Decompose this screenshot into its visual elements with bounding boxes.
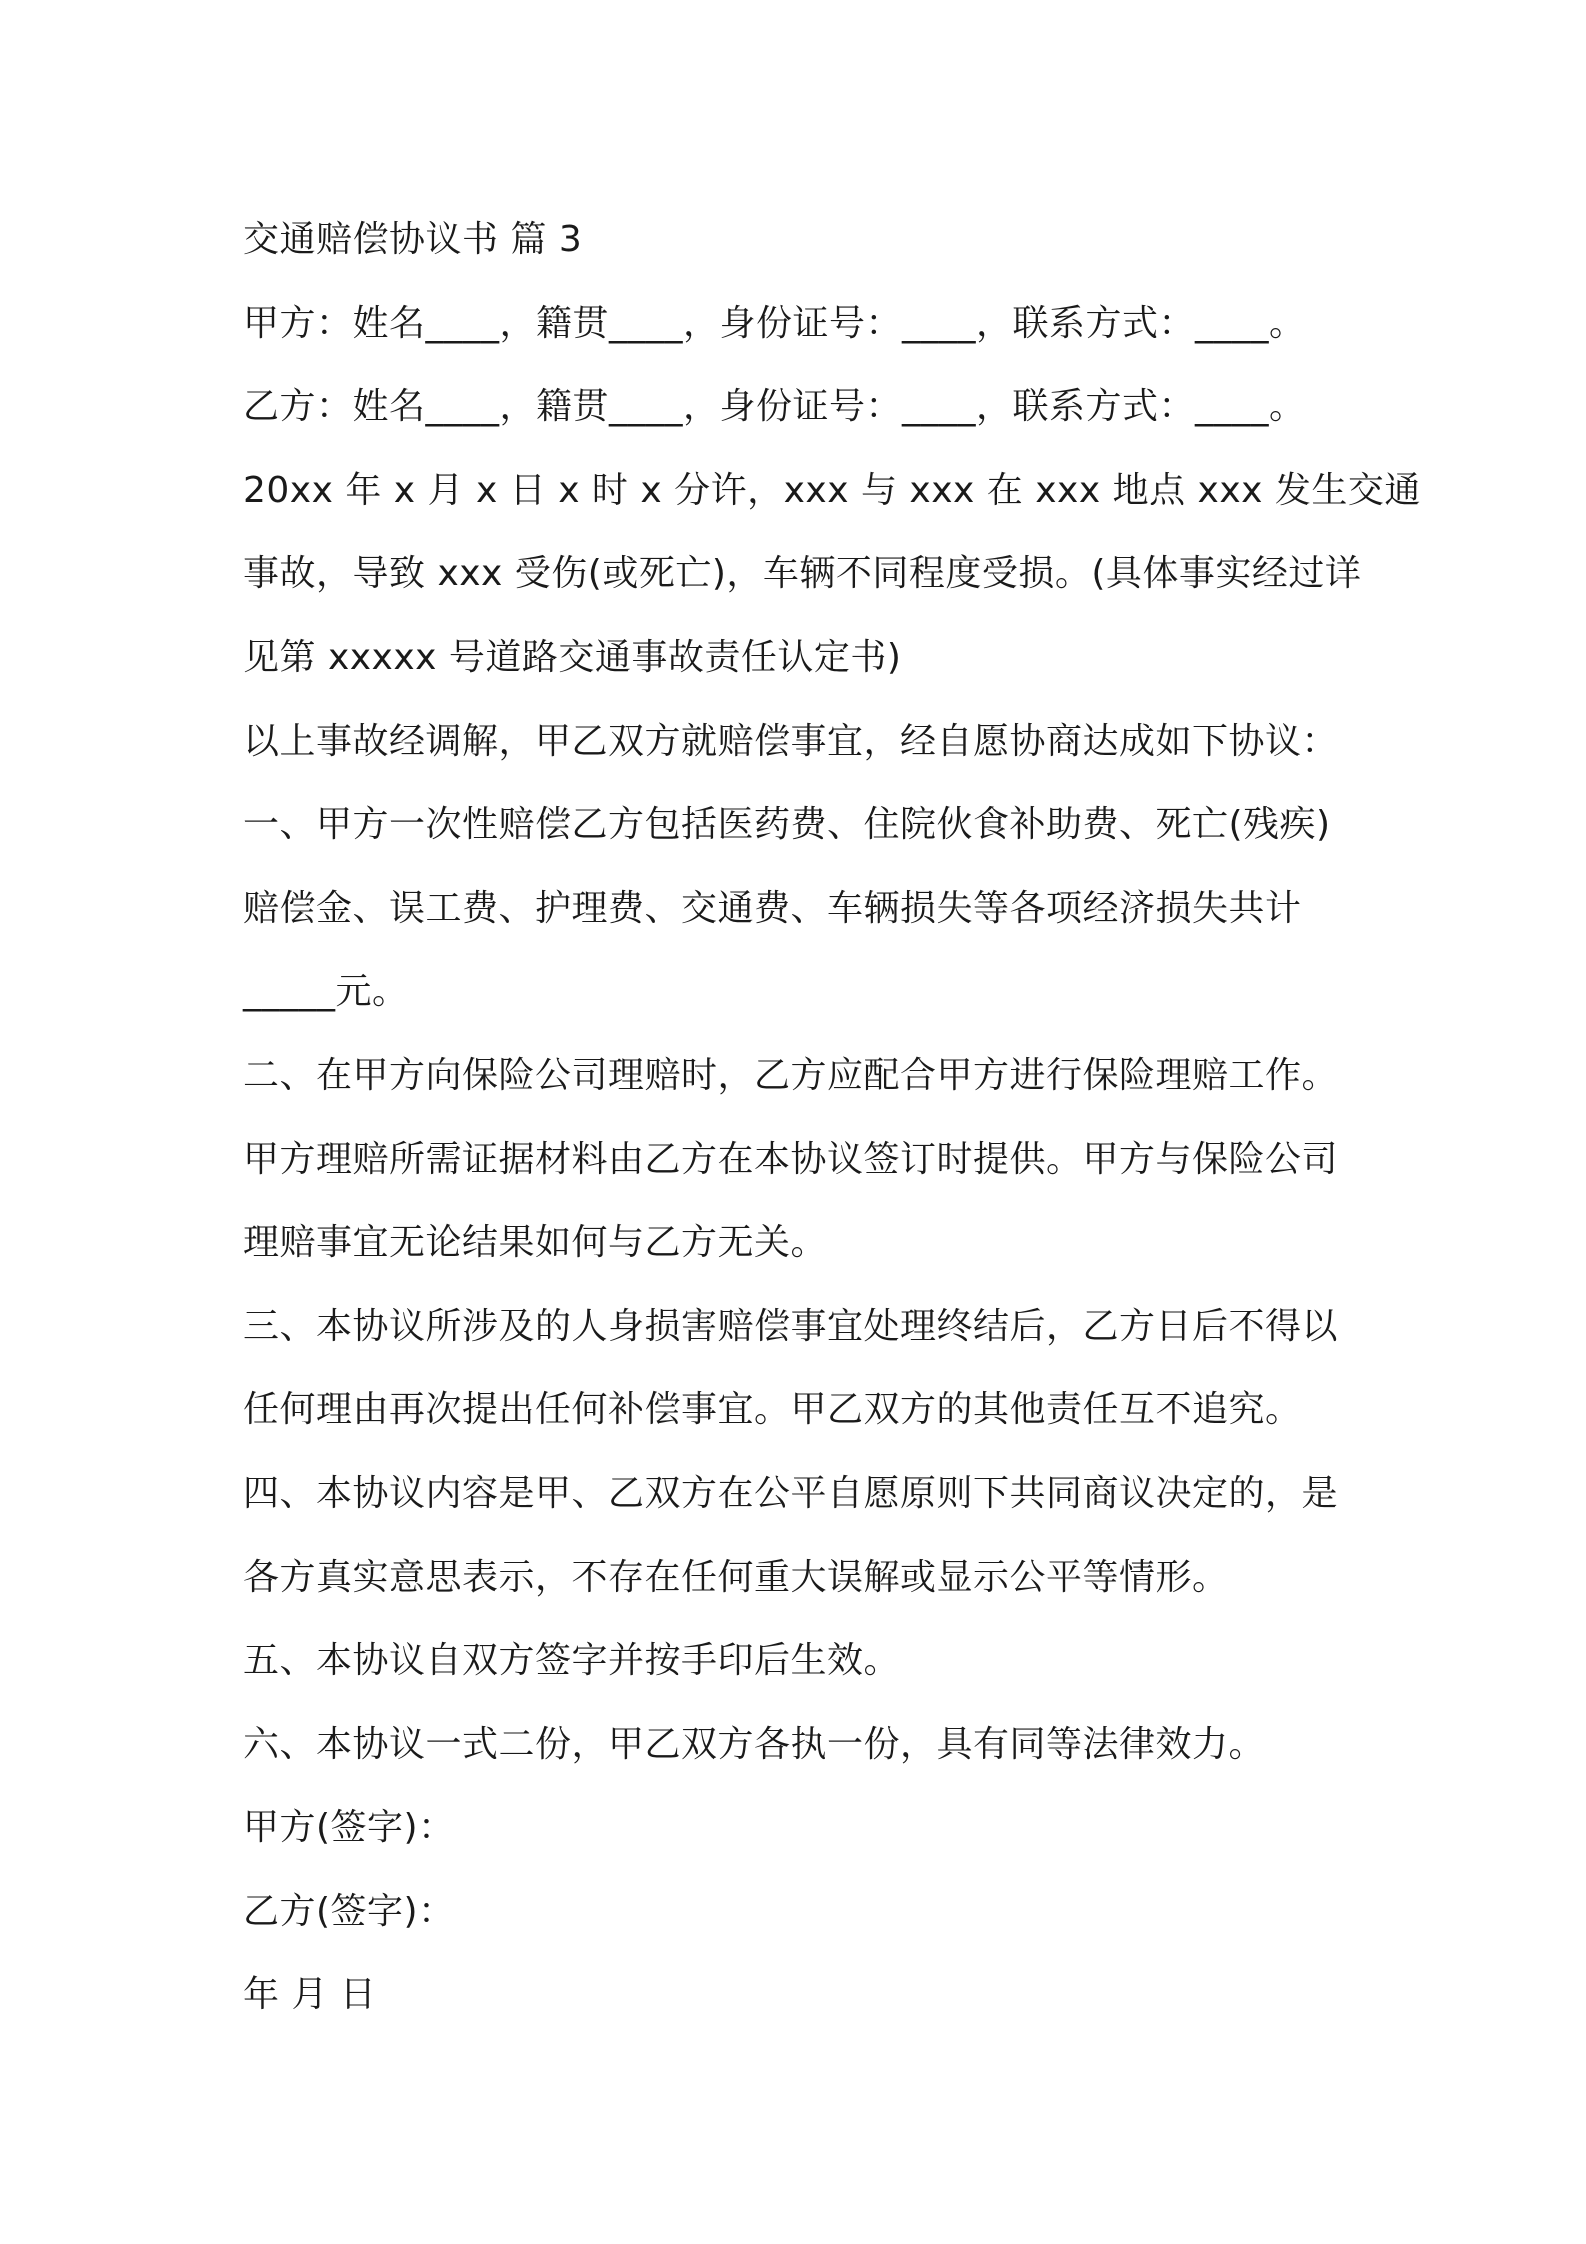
clause-1-line-3: _____元。 [243,971,409,1013]
accident-description-line-1: 20xx 年 x 月 x 日 x 时 x 分许，xxx 与 xxx 在 xxx 地点 xxx 发生交通 [243,469,1421,511]
party-b-signature: 乙方(签字)： [243,1890,455,1932]
clause-2-line-1: 二、在甲方向保险公司理赔时，乙方应配合甲方进行保险理赔工作。 [243,1054,1339,1096]
clause-4-line-1: 四、本协议内容是甲、乙双方在公平自愿原则下共同商议决定的，是 [243,1472,1339,1514]
party-a-signature: 甲方(签字)： [243,1807,455,1849]
clause-2-line-3: 理赔事宜无论结果如何与乙方无关。 [243,1222,828,1264]
agreement-intro: 以上事故经调解，甲乙双方就赔偿事宜，经自愿协商达成如下协议： [243,720,1339,762]
signing-date: 年 月 日 [243,1974,377,2016]
accident-description-line-2: 事故，导致 xxx 受伤(或死亡)，车辆不同程度受损。(具体事实经过详 [243,553,1362,595]
clause-4-line-2: 各方真实意思表示，不存在任何重大误解或显示公平等情形。 [243,1556,1229,1598]
party-a-info: 甲方：姓名____，籍贯____，身份证号：____，联系方式：____。 [243,302,1306,344]
clause-1-line-2: 赔偿金、误工费、护理费、交通费、车辆损失等各项经济损失共计 [243,887,1302,929]
document-page [243,198,1421,2037]
document-title: 交通赔偿协议书 篇 3 [243,219,583,260]
clause-2-line-2: 甲方理赔所需证据材料由乙方在本协议签订时提供。甲方与保险公司 [243,1138,1339,1180]
clause-6: 六、本协议一式二份，甲乙双方各执一份，具有同等法律效力。 [243,1723,1266,1765]
clause-3-line-1: 三、本协议所涉及的人身损害赔偿事宜处理终结后，乙方日后不得以 [243,1305,1339,1347]
clause-1-line-1: 一、甲方一次性赔偿乙方包括医药费、住院伙食补助费、死亡(残疾) [243,804,1331,846]
clause-5: 五、本协议自双方签字并按手印后生效。 [243,1640,901,1682]
accident-description-line-3: 见第 xxxxx 号道路交通事故责任认定书) [243,636,902,678]
party-b-info: 乙方：姓名____，籍贯____，身份证号：____，联系方式：____。 [243,386,1306,428]
clause-3-line-2: 任何理由再次提出任何补偿事宜。甲乙双方的其他责任互不追究。 [243,1389,1302,1431]
